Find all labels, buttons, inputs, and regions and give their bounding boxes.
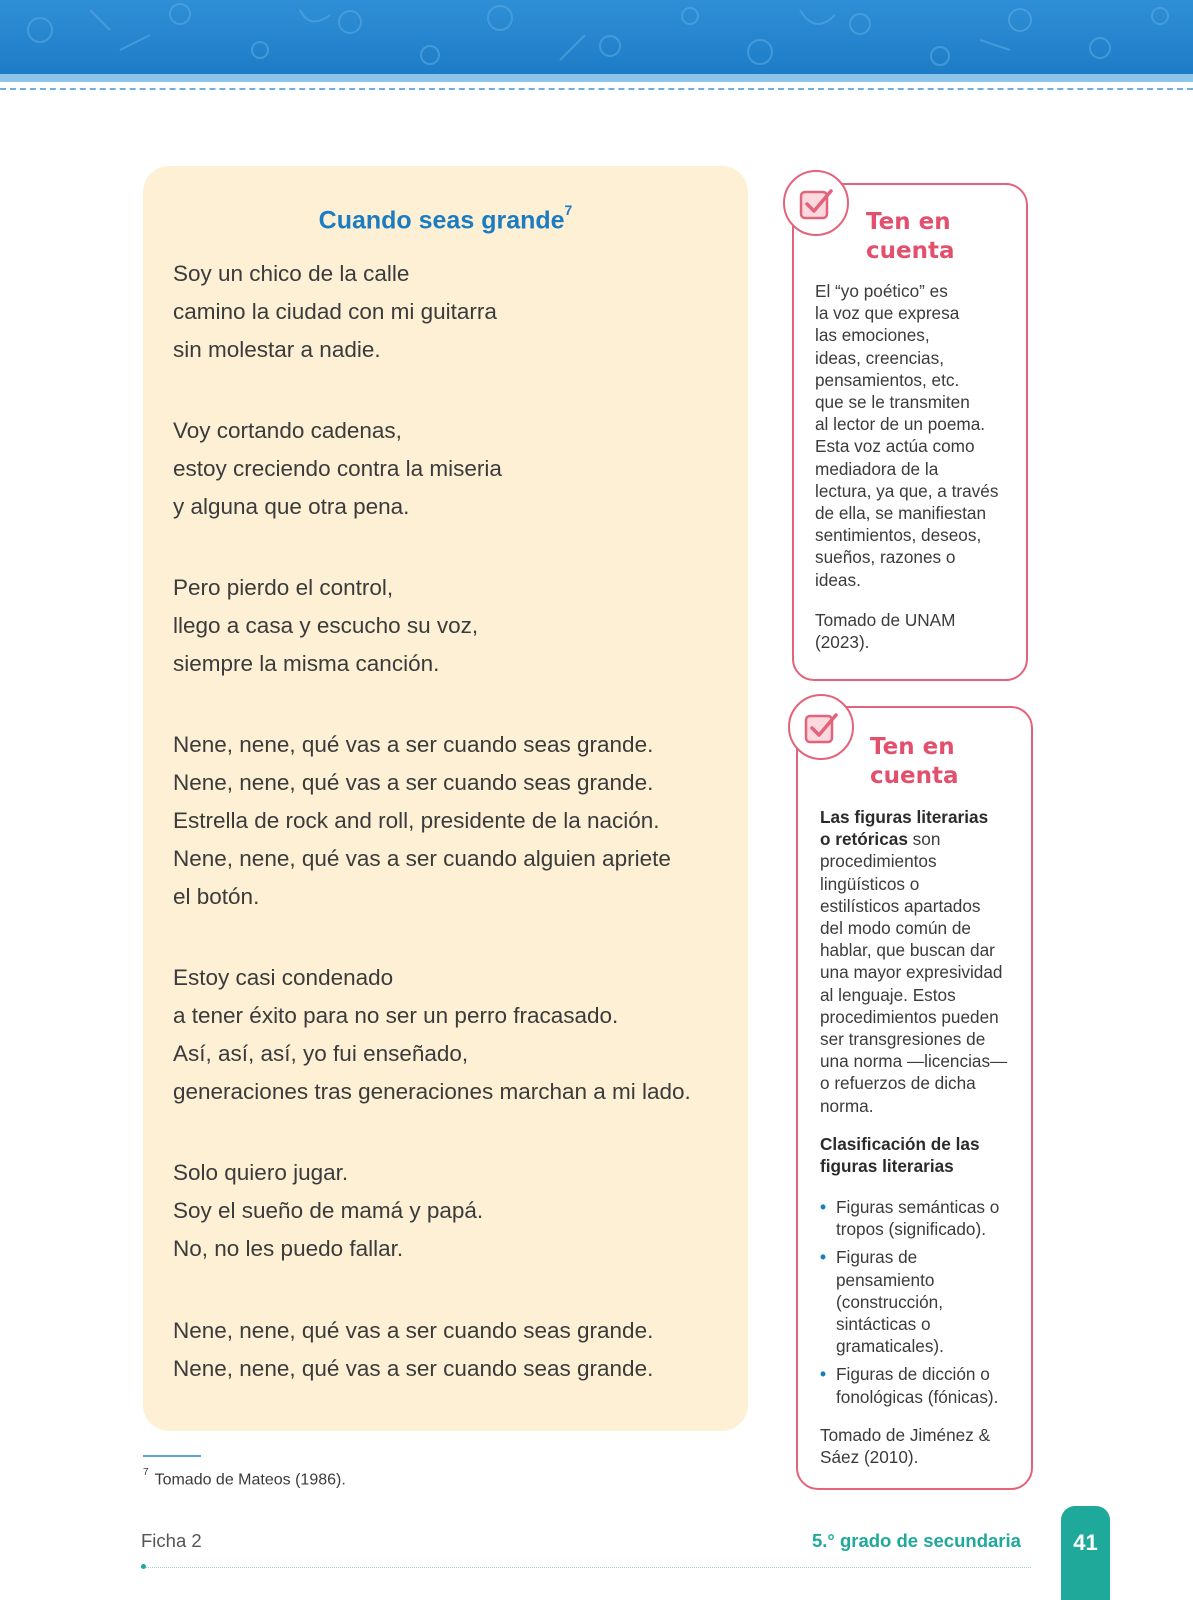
- verse: Pero pierdo el control,: [173, 575, 394, 600]
- verse: Estoy casi condenado: [173, 965, 394, 990]
- list-item: • Figuras de dicción o fonológicas (fónicas).: [820, 1364, 999, 1407]
- box-2-subheading: Clasificación de las figuras literarias: [820, 1134, 980, 1177]
- verse: Soy un chico de la calle: [173, 261, 410, 286]
- box-1-body: El “yo poético” es la voz que expresa las emociones, ideas, creencias, pensamientos, etc. que se le transmiten al lector de un poema. Esta voz actúa como mediadora de la lectura, ya que, a través de ella, se manifiestan sentimientos, deseos, sueños, razones o ideas.: [815, 281, 999, 590]
- verse: el botón.: [173, 884, 260, 909]
- list-item: • Figuras semánticas o tropos (significado).: [820, 1197, 1000, 1240]
- stanza-6: [173, 1154, 733, 1268]
- box-2-heading: Ten en cuenta: [870, 734, 959, 789]
- header-doodle-pattern: [0, 0, 1193, 74]
- stanza-2: [173, 412, 733, 526]
- checkbox-check-icon-glyph: [797, 184, 837, 224]
- verse: llego a casa y escucho su voz,: [173, 613, 479, 638]
- footnote-ref: 7: [564, 202, 573, 218]
- bullet-icon: •: [820, 1197, 827, 1217]
- header-strip: [0, 74, 1193, 82]
- verse: Soy el sueño de mamá y papá.: [173, 1198, 484, 1223]
- footnote-text: Tomado de Mateos (1986).: [154, 1471, 346, 1489]
- page-number: 41: [1073, 1530, 1098, 1555]
- verse: Estrella de rock and roll, presidente de la nación.: [173, 808, 660, 833]
- poem-title: Cuando seas grande$^7$: [318, 202, 573, 235]
- footer-grade: 5.° grado de secundaria: [812, 1530, 1021, 1551]
- verse: sin molestar a nadie.: [173, 337, 381, 362]
- footnote-divider: [143, 1455, 201, 1457]
- verse: No, no les puedo fallar.: [173, 1236, 404, 1261]
- footer-ficha: Ficha 2: [141, 1530, 202, 1551]
- verse: y alguna que otra pena.: [173, 494, 410, 519]
- verse: Voy cortando cadenas,: [173, 418, 402, 443]
- footer-divider: [141, 1567, 1031, 1568]
- verse: Nene, nene, qué vas a ser cuando seas grande.: [173, 732, 654, 757]
- verse: Nene, nene, qué vas a ser cuando alguien apriete: [173, 846, 671, 871]
- footnote: [143, 1467, 346, 1489]
- box-1-source: Tomado de UNAM (2023).: [815, 610, 956, 653]
- checkbox-check-icon: [783, 170, 849, 236]
- header-band: [0, 0, 1193, 74]
- checkbox-check-icon-glyph: [802, 708, 842, 748]
- classification-list: [820, 1196, 999, 1408]
- stanza-4: [173, 726, 733, 916]
- verse: Nene, nene, qué vas a ser cuando seas grande.: [173, 1356, 654, 1381]
- footnote-number: 7: [143, 1467, 149, 1478]
- verse: a tener éxito para no ser un perro fracasado.: [173, 1003, 619, 1028]
- verse: Nene, nene, qué vas a ser cuando seas grande.: [173, 770, 654, 795]
- verse: Así, así, así, yo fui enseñado,: [173, 1041, 469, 1066]
- box-2-source: Tomado de Jiménez & Sáez (2010).: [820, 1425, 991, 1468]
- box-1-heading: Ten en cuenta: [866, 209, 955, 264]
- bullet-icon: •: [820, 1364, 827, 1385]
- stanza-3: [173, 569, 733, 683]
- box-2-body: Las figuras literarias o retóricas son procedimientos lingüísticos o estilísticos apartados del modo común de hablar, que buscan dar una mayor expresividad al lenguaje. Estos procedimientos pueden ser transgresiones de una norma —licencias— o refuerzos de dicha norma.: [820, 807, 1008, 1116]
- checkbox-check-icon: [788, 694, 854, 760]
- stanza-5: [173, 959, 733, 1111]
- verse: estoy creciendo contra la miseria: [173, 456, 502, 481]
- bullet-icon: •: [820, 1247, 827, 1268]
- footer-dot: [141, 1564, 146, 1569]
- poem-card: [143, 166, 748, 1431]
- stanza-1: [173, 255, 733, 369]
- list-item: • Figuras de pensamiento (construcción, sintácticas o gramaticales).: [820, 1247, 944, 1357]
- stanza-7: [173, 1312, 733, 1388]
- verse: Nene, nene, qué vas a ser cuando seas grande.: [173, 1318, 654, 1343]
- page-number-tab: [1061, 1506, 1110, 1600]
- header-dashed-divider: [0, 88, 1193, 90]
- verse: camino la ciudad con mi guitarra: [173, 299, 497, 324]
- verse: generaciones tras generaciones marchan a mi lado.: [173, 1079, 691, 1104]
- verse: siempre la misma canción.: [173, 651, 440, 676]
- verse: Solo quiero jugar.: [173, 1160, 349, 1185]
